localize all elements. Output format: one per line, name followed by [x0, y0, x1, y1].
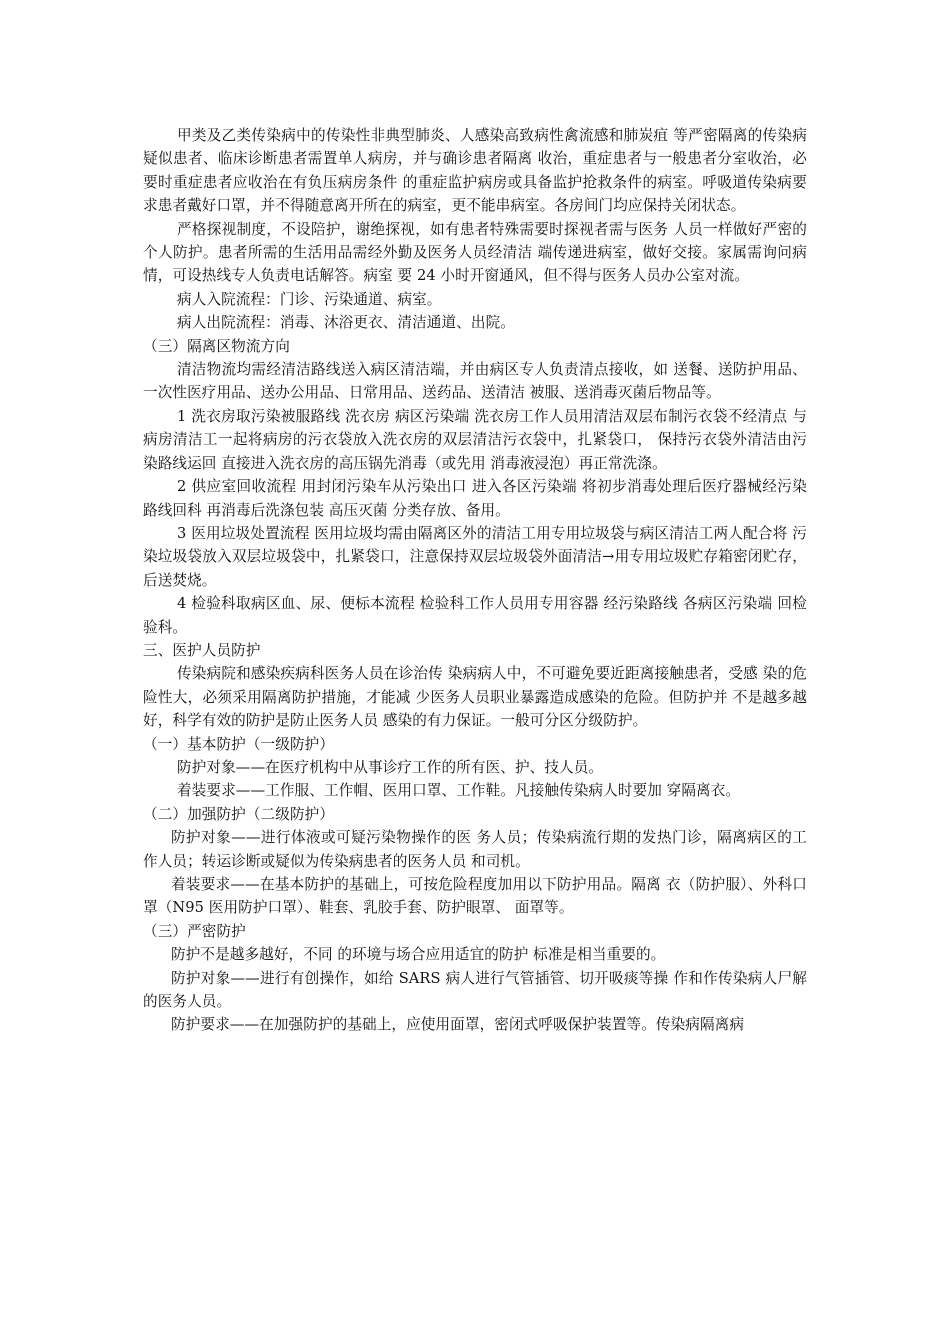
- section-heading: （一）基本防护（一级防护）: [143, 735, 335, 753]
- paragraph: 防护要求——在加强防护的基础上，应使用面罩，密闭式呼吸保护装置等。传染病隔离病: [171, 1016, 745, 1034]
- paragraph: 清洁物流均需经清洁路线送入病区清洁端，并由病区专人负责清点接收，如 送餐、送防护用品、一次性医疗用品、送办公用品、日常用品、送药品、送清洁 被服、送消毒灭菌后物品等。: [143, 361, 807, 402]
- section-heading: 三、医护人员防护: [143, 641, 261, 659]
- paragraph: 病人入院流程：门诊、污染通道、病室。: [177, 290, 442, 308]
- paragraph: 着装要求——工作服、工作帽、医用口罩、工作鞋。凡接触传染病人时要加 穿隔离衣。: [177, 782, 741, 800]
- paragraph: 传染病院和感染疾病科医务人员在诊治传 染病病人中，不可避免要近距离接触患者，受感 染的危险性大，必须采用隔离防护措施，才能减 少医务人员职业暴露造成感染的危险。但防护并 不是越多越好，科学有效的防护是防止医务人员 感染的有力保证。一般可分区分级防护。: [143, 665, 807, 730]
- paragraph: 甲类及乙类传染病中的传染性非典型肺炎、人感染高致病性禽流感和肺炭疽 等严密隔离的传染病疑似患者、临床诊断患者需置单人病房，并与确诊患者隔离 收治，重症患者与一般患者分室收治，必要时重症患者应收治在有负压病房条件 的重症监护病房或具备监护抢救条件的病室。呼吸道传染病要求患者戴好口罩，并不得随意离开所在的病室，更不能串病室。各房间门均应保持关闭状态。: [143, 127, 807, 215]
- paragraph: 严格探视制度，不设陪护，谢绝探视，如有患者特殊需要时探视者需与医务 人员一样做好严密的个人防护。患者所需的生活用品需经外勤及医务人员经清洁 端传递进病室，做好交接。家属需询问病情，可设热线专人负责电话解答。病室 要 24 小时开窗通风，但不得与医务人员办公室对流。: [143, 220, 807, 285]
- paragraph: 着装要求——在基本防护的基础上，可按危险程度加用以下防护用品。隔离 衣（防护服）、外科口罩（N95 医用防护口罩）、鞋套、乳胶手套、防护眼罩、 面罩等。: [143, 876, 807, 917]
- paragraph: 防护不是越多越好，不同 的环境与场合应用适宜的防护 标准是相当重要的。: [171, 946, 666, 964]
- paragraph: 2 供应室回收流程 用封闭污染车从污染出口 进入各区污染端 将初步消毒处理后医疗器械经污染路线回科 再消毒后洗涤包装 高压灭菌 分类存放、备用。: [143, 478, 807, 519]
- section-heading: （三）隔离区物流方向: [143, 337, 290, 355]
- paragraph: 防护对象——在医疗机构中从事诊疗工作的所有医、护、技人员。: [177, 758, 604, 776]
- document-body: [143, 124, 807, 1037]
- section-heading: （三）严密防护: [143, 922, 246, 940]
- paragraph: 防护对象——进行体液或可疑污染物操作的医 务人员；传染病流行期的发热门诊，隔离病区的工 作人员；转运诊断或疑似为传染病患者的医务人员 和司机。: [143, 829, 807, 870]
- paragraph: 防护对象——进行有创操作，如给 SARS 病人进行气管插管、切开吸痰等操 作和作传染病人尸解的医务人员。: [143, 969, 807, 1011]
- paragraph: 3 医用垃圾处置流程 医用垃圾均需由隔离区外的清洁工用专用垃圾袋与病区清洁工两人配合将 污染垃圾袋放入双层垃圾袋中，扎紧袋口，注意保持双层垃圾袋外面清洁→用专用垃圾贮存箱密闭贮存，后送焚烧。: [143, 524, 807, 589]
- paragraph: 病人出院流程：消毒、沐浴更衣、清洁通道、出院。: [177, 314, 515, 332]
- section-heading: （二）加强防护（二级防护）: [143, 805, 335, 823]
- paragraph: 4 检验科取病区血、尿、便标本流程 检验科工作人员用专用容器 经污染路线 各病区污染端 回检验科。: [143, 595, 807, 636]
- paragraph: 1 洗衣房取污染被服路线 洗衣房 病区污染端 洗衣房工作人员用清洁双层布制污衣袋不经清点 与病房清洁工一起将病房的污衣袋放入洗衣房的双层清洁污衣袋中，扎紧袋口， 保持污衣袋外清洁由污染路线运回 直接进入洗衣房的高压锅先消毒（或先用 消毒液浸泡）再正常洗涤。: [143, 407, 807, 472]
